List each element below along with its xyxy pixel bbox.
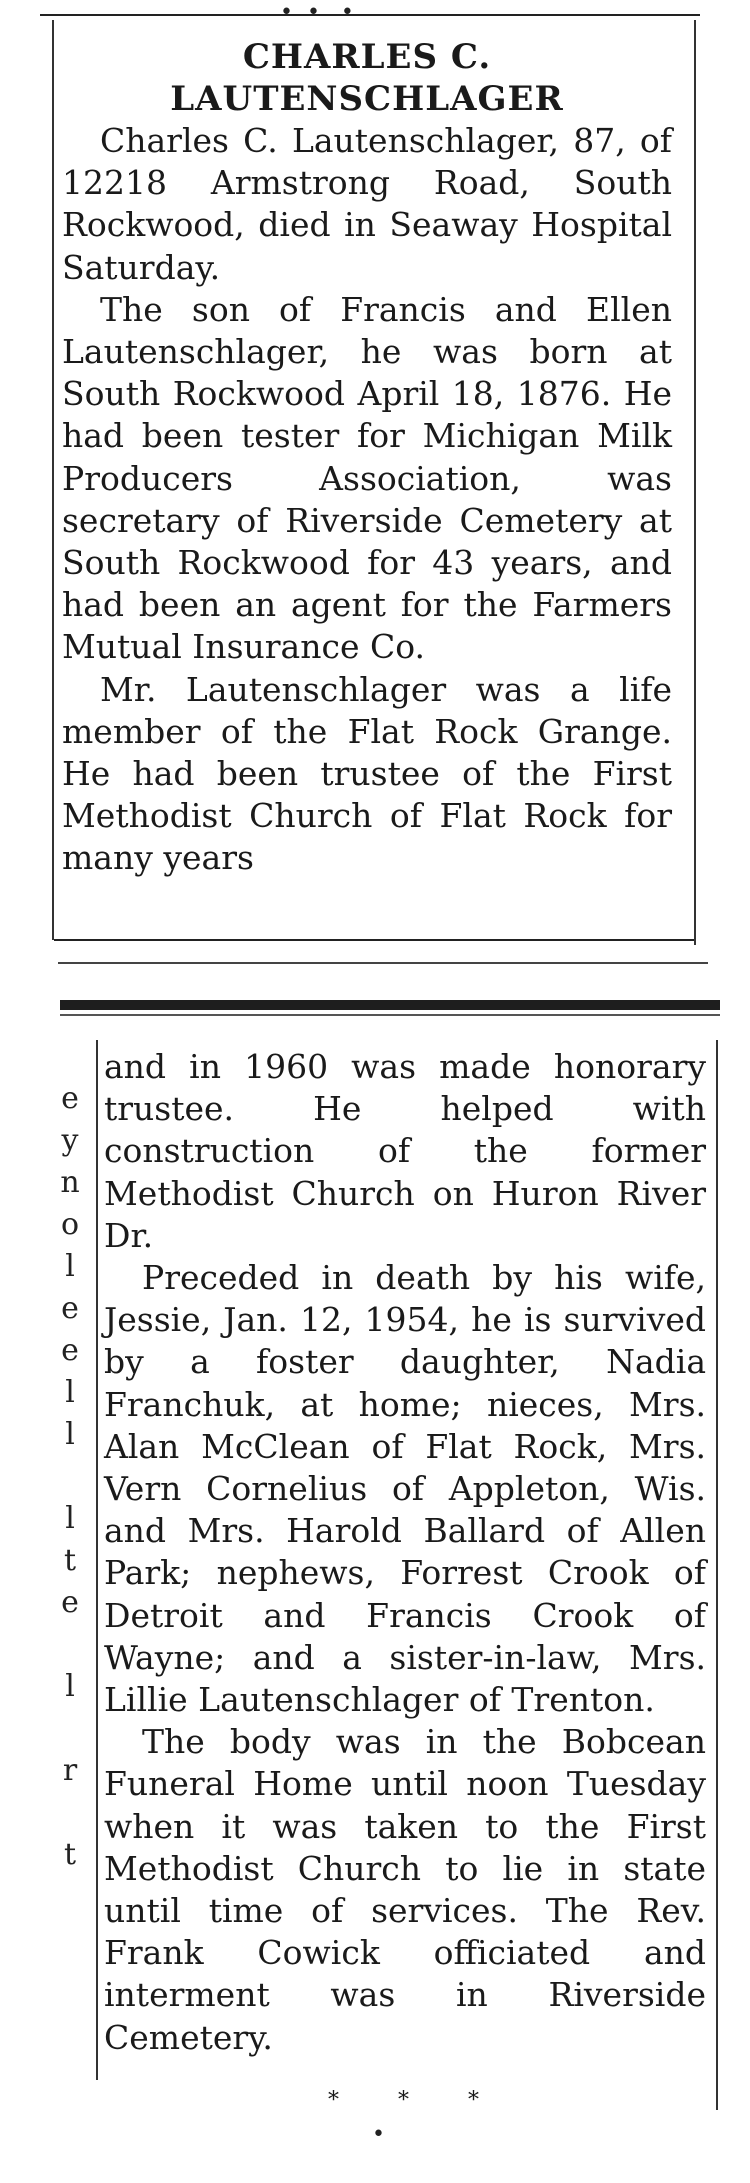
stray-speck: •: [372, 2122, 385, 2147]
fragment: e: [61, 1585, 79, 1620]
top-clipping-top-border: [40, 14, 700, 16]
top-clipping: [62, 36, 672, 880]
fragment: o: [60, 1207, 80, 1242]
top-clipping-right-border: [694, 20, 696, 945]
fragment: l: [65, 1417, 75, 1452]
fragment: e: [61, 1291, 79, 1326]
paragraph-memberships: Mr. Lautenschlager was a life member of the Flat Rock Grange. He had been trustee of the First Methodist Church of Flat Rock for many years: [62, 669, 672, 878]
bottom-clipping-heavy-rule: [60, 1000, 720, 1010]
fragment: e: [61, 1081, 79, 1116]
fragment: t: [63, 1837, 77, 1872]
headline-line-1: CHARLES C.: [242, 37, 492, 77]
adjacent-column-fragments: [58, 1078, 82, 1876]
headline-line-2: LAUTENSCHLAGER: [170, 79, 564, 119]
fragment: n: [60, 1165, 80, 1200]
fragment: l: [65, 1669, 75, 1704]
bottom-clipping-body: [104, 1046, 706, 2059]
fragment: y: [61, 1123, 79, 1158]
fragment: [58, 1708, 82, 1750]
paragraph-survivors: Preceded in death by his wife, Jessie, Jan. 12, 1954, he is survived by a foster daughter, Nadia Franchuk, at home; nieces, Mrs. Alan McClean of Flat Rock, Mrs. Vern Cornelius of Appleton, Wis. and Mrs. Harold Ballard of Allen Park; nephews, Forrest Crook of Detroit and Francis Crook of Wayne; and a sister-in-law, Mrs. Lillie Lautenschlager of Trenton.: [104, 1258, 706, 1720]
end-of-article-mark: * * *: [328, 2088, 505, 2113]
fragment: l: [65, 1375, 75, 1410]
top-clipping-bottom-border: [54, 939, 694, 941]
top-border-specks: • • •: [280, 0, 354, 25]
fragment: l: [65, 1501, 75, 1536]
top-clipping-cut-edge: [58, 962, 708, 964]
fragment: t: [63, 1543, 77, 1578]
paragraph-continuation: and in 1960 was made honorary trustee. He helped with construction of the former Methodist Church on Huron River Dr.: [104, 1047, 706, 1255]
fragment: [58, 1624, 82, 1666]
top-clipping-left-border: [52, 20, 54, 940]
fragment: r: [62, 1753, 78, 1788]
fragment: l: [65, 1249, 75, 1284]
bottom-clipping-thin-rule: [60, 1014, 720, 1016]
bottom-column-right-rule: [716, 1040, 718, 2110]
fragment: [58, 1792, 82, 1834]
paragraph-services: The body was in the Bobcean Funeral Home until noon Tuesday when it was taken to the First Methodist Church to lie in state until time of services. The Rev. Frank Cowick officiated and interment was in Riverside Cemetery.: [104, 1722, 706, 2057]
fragment: [58, 1456, 82, 1498]
fragment: e: [61, 1333, 79, 1368]
obituary-headline: [62, 36, 672, 120]
paragraph-biography: The son of Francis and Ellen Lautenschlager, he was born at South Rockwood April 18, 1876. He had been tester for Michigan Milk Producers Association, was secretary of Riverside Cemetery at South Rockwood for 43 years, and had been an agent for the Farmers Mutual Insurance Co.: [62, 289, 672, 667]
paragraph-intro: Charles C. Lautenschlager, 87, of 12218 Armstrong Road, South Rockwood, died in Seaway Hospital Saturday.: [62, 121, 672, 287]
bottom-column-left-rule: [96, 1040, 98, 2080]
top-clipping-body: [62, 120, 672, 880]
